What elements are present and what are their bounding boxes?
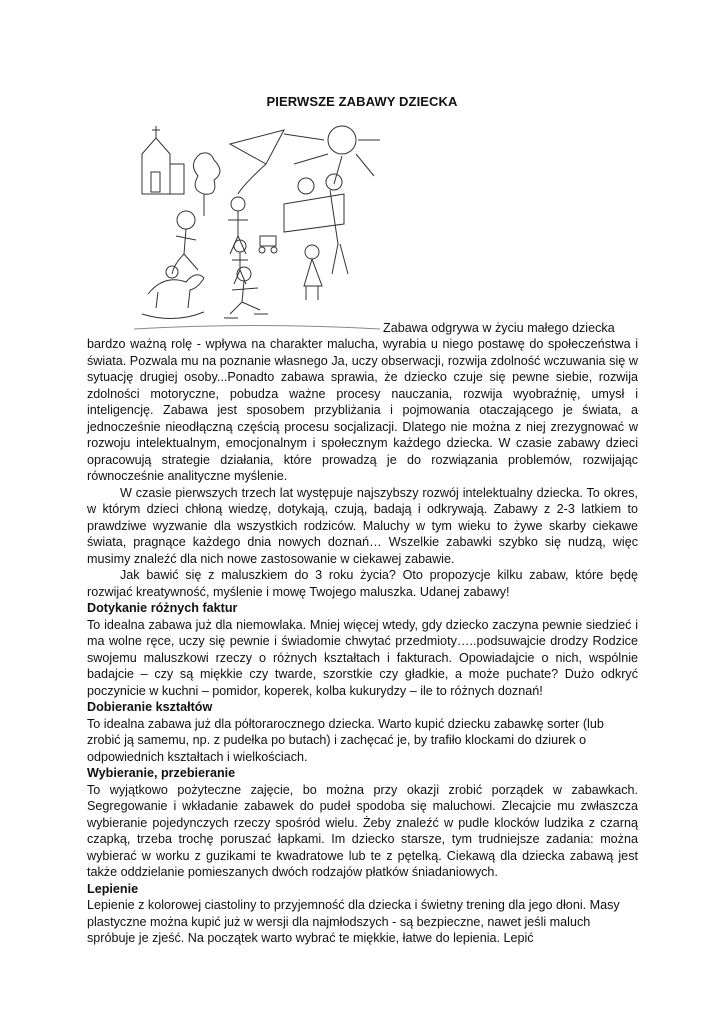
section-heading-textures: Dotykanie różnych faktur bbox=[87, 601, 238, 615]
section-heading-modeling: Lepienie bbox=[87, 881, 139, 896]
section-text-sorting: To wyjątkowo pożyteczne zajęcie, bo można przy okazji zrobić porządek w zabawkach. Segregowanie i wkładanie zabawek do pudeł spodoba się maluchowi. Zlecajcie mu zwłaszcza wybieranie pojedynczych rzeczy spośród wielu. Żeby znaleźć w pudle klocków ludzika z czarną czapką, trzeba trochę poruszać łapkami. Im dziecko starsze, tym trudniejsze zadania: można wybierać w worku z guzikami te kwadratowe lub te z pętelką. Ciekawą dla dziecka zabawą jest także oddzielanie pomieszanych dwóch rodzajów płatków śniadaniowych. bbox=[87, 782, 638, 879]
section-text-modeling: Lepienie z kolorowej ciastoliny to przyjemność dla dziecka i świetny trening dla jego dłoni. Masy plastyczne można kupić już w wersji dla najmłodszych - są bezpieczne, nawet jeśli maluch spróbuje je zjeść. Na początek warto wybrać te miękkie, łatwe do lepienia. Lepić bbox=[87, 898, 620, 945]
intro-paragraph: bardzo ważną rolę - wpływa na charakter malucha, wyrabia u niego postawę do społeczeństwa i świata. Pozwala mu na poznanie własnego Ja, uczy obserwacji, rozwija zdolność wczuwania się w sytuację drugiej osoby...Ponadto zabawa sprawia, że dziecko czuje się pewne siebie, rozwija zdolności motoryczne, pobudza ważne procesy nauczania, rozwija wyobraźnię, umysł i inteligencję. Zabawa jest sposobem przybliżania i pojmowania otaczającego je świata, a jednocześnie nieodłączną częścią procesu socjalizacji. Dlatego nie można z niej zrezygnować w rozwoju intelektualnym, emocjonalnym i społecznym każdego dziecka. W czasie zabawy dzieci opracowują strategie działania, które prowadzą je do rozwiązania problemów, rozwijając równocześnie analityczne myślenie. bbox=[87, 337, 638, 483]
section-heading-shapes: Dobieranie kształtów bbox=[87, 700, 213, 714]
section-text-shapes: To idealna zabawa już dla półtorarocznego dziecka. Warto kupić dziecku zabawkę sorter (lub zrobić ją samemu, np. z pudełka po butach) i zachęcać je, by trafiło klockami do dziurek o odpowiednich kształtach i wielkościach. bbox=[87, 716, 604, 764]
section-text-textures: To idealna zabawa już dla niemowlaka. Mniej więcej wtedy, gdy dziecko zaczyna pewnie siedzieć i ma wolne ręce, uczy się pewnie i świadomie chwytać przedmioty…..podsuwajcie drodzy Rodzice swojemu maluszkowi rzeczy o różnych kształtach i fakturach. Opowiadajcie o nich, wspólnie badajcie – czy są miękkie czy twarde, szorstkie czy gładkie, a może puchate? Dużo odkryć poczynicie w kuchni – pomidor, koperek, kolba kukurydzy – ile to różnych doznań! bbox=[87, 617, 638, 698]
children-playing-illustration bbox=[134, 124, 380, 334]
paragraph-development: W czasie pierwszych trzech lat występuje najszybszy rozwój intelektualny dziecka. To okres, w którym dzieci chłoną wiedzę, dotykają, czują, badają i odkrywają. Zabawy z 2-3 latkiem to prawdziwe wyzwanie dla wszystkich rodziców. Maluchy w tym wieku to żywe skarby ciekawe świata, pragnące każdego dnia nowych doznań… Wszelkie zabawki szybko się nudzą, więc musimy znaleźć dla nich nowe zastosowanie w ciekawej zabawie. bbox=[87, 485, 638, 566]
paragraph-proposals: Jak bawić się z maluszkiem do 3 roku życia? Oto propozycje kilku zabaw, które będę rozwijać kreatywność, myślenie i mowę Twojego maluszka. Udanej zabawy! bbox=[87, 568, 638, 599]
page-title: PIERWSZE ZABAWY DZIECKA bbox=[266, 94, 458, 109]
intro-lead-text: Zabawa odgrywa w życiu małego dziecka bbox=[383, 321, 615, 335]
section-heading-sorting: Wybieranie, przebieranie bbox=[87, 766, 236, 780]
body-text bbox=[87, 336, 638, 947]
